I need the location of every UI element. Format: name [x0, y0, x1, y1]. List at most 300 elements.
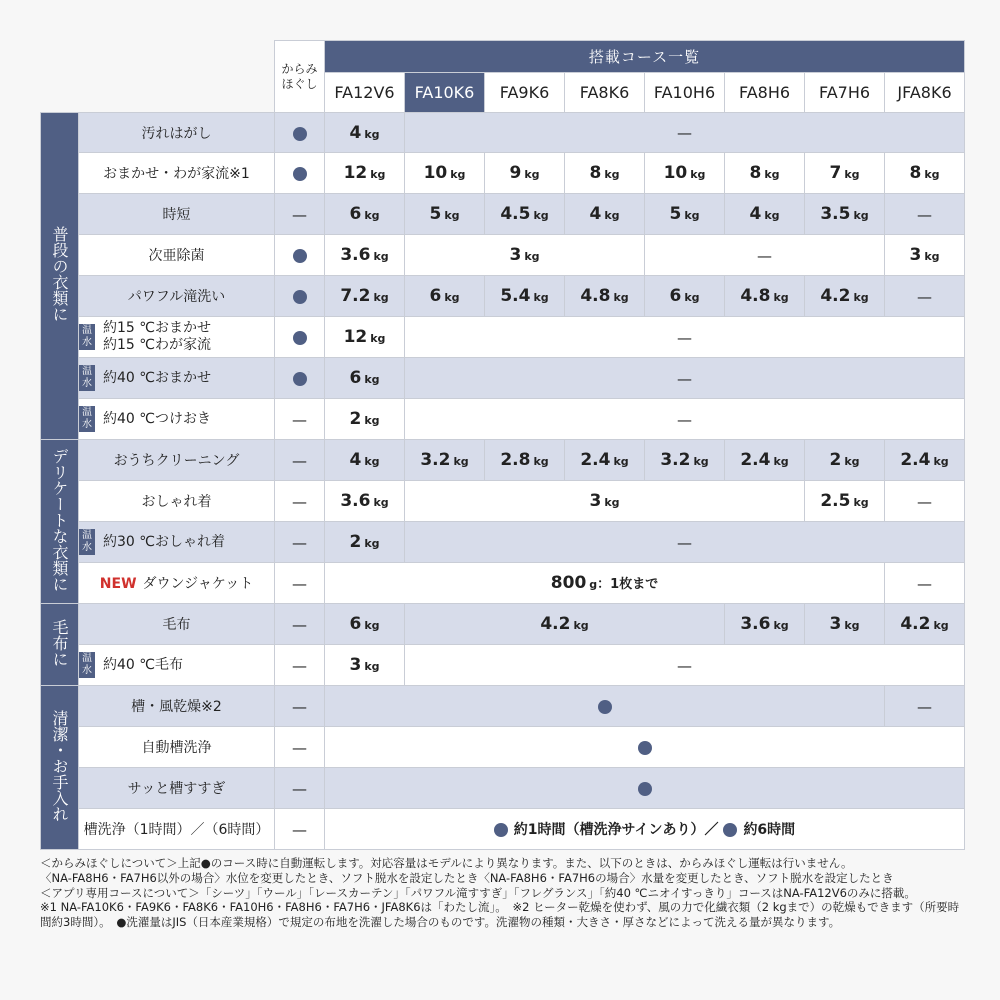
capacity-number: 4.2 [820, 286, 851, 306]
capacity-cell [405, 153, 485, 194]
warm-badge-line1: 温 [82, 325, 92, 336]
capacity-unit: kg [853, 496, 869, 509]
capacity-value [829, 450, 859, 470]
capacity-value [660, 450, 708, 470]
warm-badge-line1: 温 [82, 530, 92, 541]
capacity-cell [485, 440, 565, 481]
capacity-unit: kg [364, 537, 380, 550]
capacity-number: 6 [349, 204, 362, 224]
capacity-unit: kg [773, 291, 789, 304]
capacity-unit: kg [373, 250, 389, 263]
table-row [41, 113, 965, 153]
capacity-unit: kg [533, 291, 549, 304]
table-row [41, 276, 965, 317]
capacity-cell [325, 481, 405, 522]
capacity-value [589, 163, 619, 183]
capacity-number: 2.4 [900, 450, 931, 470]
capacity-number: 3.2 [660, 450, 691, 470]
capacity-value [344, 163, 386, 183]
capacity-number: 2 [349, 409, 362, 429]
course-name [79, 686, 275, 727]
capacity-value [349, 655, 379, 675]
capacity-cell [325, 194, 405, 235]
capacity-unit: kg [364, 373, 380, 386]
capacity-value [349, 204, 379, 224]
karami-cell [275, 317, 325, 358]
category-everyday [41, 113, 79, 440]
capacity-value [349, 368, 379, 388]
warm-water-badge [79, 324, 95, 350]
capacity-value [509, 245, 539, 265]
course-name [79, 194, 275, 235]
capacity-unit: kg [373, 291, 389, 304]
capacity-unit: kg [364, 127, 380, 141]
capacity-cell [645, 194, 725, 235]
capacity-value [829, 163, 859, 183]
dot-icon [494, 823, 508, 837]
karami-header-line2: ほぐし [281, 76, 318, 91]
capacity-cell [405, 358, 965, 399]
course-name [79, 768, 275, 809]
capacity-cell [725, 194, 805, 235]
courses-title: 搭載コース一覧 [325, 41, 965, 73]
dash-mark: — [292, 574, 307, 593]
capacity-cell [885, 563, 965, 604]
course-name-text: 約15 ℃おまかせ [103, 320, 211, 336]
dot-icon [638, 782, 652, 796]
table-row [41, 522, 965, 563]
warm-water-badge [79, 406, 95, 432]
warm-badge-line1: 温 [82, 366, 92, 377]
new-badge: NEW [99, 576, 137, 592]
capacity-value [420, 450, 468, 470]
capacity-value [749, 204, 779, 224]
capacity-number: 12 [343, 163, 368, 183]
capacity-value [540, 614, 588, 634]
capacity-value [349, 450, 379, 470]
capacity-unit: kg [933, 455, 949, 468]
capacity-number: 2.4 [580, 450, 611, 470]
capacity-number: 2 [829, 450, 842, 470]
table-row [41, 235, 965, 276]
capacity-unit: kg [933, 619, 949, 632]
dot-icon [293, 249, 307, 263]
capacity-cell [405, 194, 485, 235]
karami-cell [275, 399, 325, 440]
capacity-unit: kg [604, 168, 620, 181]
capacity-cell [645, 440, 725, 481]
capacity-unit: kg [773, 619, 789, 632]
capacity-cell [885, 604, 965, 645]
capacity-unit: kg [604, 496, 620, 509]
karami-cell [275, 235, 325, 276]
capacity-unit: kg [844, 619, 860, 632]
tank-clean-times [494, 822, 795, 838]
capacity-cell [885, 686, 965, 727]
capacity-number: 6 [349, 614, 362, 634]
dash-mark: — [917, 697, 932, 716]
warm-badge-line2: 水 [82, 337, 92, 348]
course-name-text: 汚れはがし [141, 125, 212, 142]
capacity-suffix: ：1枚まで [597, 577, 659, 592]
capacity-cell [325, 153, 405, 194]
capacity-unit: kg [524, 250, 540, 263]
karami-cell [275, 563, 325, 604]
karami-cell [275, 276, 325, 317]
capacity-unit: kg [444, 209, 460, 222]
capacity-value [749, 163, 779, 183]
capacity-unit: g [589, 578, 598, 591]
capacity-cell [405, 399, 965, 440]
capacity-cell [565, 440, 645, 481]
capacity-number: 3 [589, 491, 602, 511]
table-row [41, 563, 965, 604]
dash-mark: — [292, 615, 307, 634]
table-row [41, 604, 965, 645]
category-delicate [41, 440, 79, 604]
capacity-cell [645, 276, 725, 317]
capacity-number: 3 [829, 614, 842, 634]
capacity-cell [645, 235, 885, 276]
capacity-number: 8 [909, 163, 922, 183]
capacity-unit: kg [444, 291, 460, 304]
course-name-text: ダウンジャケット [142, 576, 254, 592]
course-name [79, 113, 275, 153]
category-blanket [41, 604, 79, 686]
capacity-cell [325, 645, 405, 686]
capacity-cell [325, 768, 965, 809]
dot-icon [293, 127, 307, 141]
capacity-cell [405, 235, 645, 276]
capacity-unit: kg [364, 414, 380, 427]
dash-mark: — [292, 205, 307, 224]
capacity-cell [725, 440, 805, 481]
capacity-value [820, 286, 868, 306]
dash-mark: — [292, 779, 307, 798]
karami-cell [275, 481, 325, 522]
capacity-number: 12 [343, 327, 368, 347]
capacity-value [500, 450, 548, 470]
course-name [79, 727, 275, 768]
category-label: 清潔・お手入れ [50, 709, 69, 822]
capacity-number: 2.8 [500, 450, 531, 470]
capacity-value [340, 245, 388, 265]
course-name-text: パワフル滝洗い [127, 289, 226, 305]
course-name [79, 645, 275, 686]
model-header: FA8K6 [565, 73, 645, 113]
dash-mark: — [292, 738, 307, 757]
capacity-cell [805, 194, 885, 235]
capacity-number: 4 [749, 204, 762, 224]
capacity-unit: kg [533, 209, 549, 222]
warm-badge-line1: 温 [82, 653, 92, 664]
capacity-cell [325, 604, 405, 645]
category-clean [41, 686, 79, 850]
capacity-number: 8 [749, 163, 762, 183]
capacity-unit: kg [764, 209, 780, 222]
note-karami: ＜からみほぐしについて＞上記●のコース時に自動運転します。対応容量はモデルにより異なります。また、以下のときは、からみほぐし運転は行いません。 [40, 856, 853, 870]
table-row [41, 727, 965, 768]
table-row [41, 399, 965, 440]
table-row [41, 194, 965, 235]
dash-mark: — [677, 410, 692, 429]
course-name [79, 481, 275, 522]
table-row [41, 809, 965, 850]
capacity-unit: kg [924, 250, 940, 263]
capacity-number: 3.6 [340, 245, 371, 265]
warm-badge-line2: 水 [82, 665, 92, 676]
course-name [79, 563, 275, 604]
capacity-number: 2 [349, 532, 362, 552]
dash-mark: — [292, 492, 307, 511]
capacity-number: 4.5 [500, 204, 531, 224]
course-name-text: 次亜除菌 [148, 248, 205, 264]
capacity-cell [485, 194, 565, 235]
capacity-cell [325, 276, 405, 317]
capacity-value [829, 614, 859, 634]
capacity-unit: kg [604, 209, 620, 222]
category-label: 毛布に [50, 618, 69, 667]
capacity-cell [325, 358, 405, 399]
capacity-value [349, 409, 379, 429]
capacity-unit: kg [533, 455, 549, 468]
capacity-cell [725, 604, 805, 645]
course-name-text: サッと槽すすぎ [127, 781, 226, 797]
dot-icon [723, 823, 737, 837]
model-header: JFA8K6 [885, 73, 965, 113]
capacity-unit: kg [364, 209, 380, 222]
capacity-unit: kg [573, 619, 589, 632]
karami-cell [275, 440, 325, 481]
capacity-number: 3.2 [420, 450, 451, 470]
capacity-cell [805, 440, 885, 481]
warm-badge-line1: 温 [82, 407, 92, 418]
capacity-unit: kg [853, 291, 869, 304]
dash-mark: — [757, 246, 772, 265]
dash-mark: — [917, 287, 932, 306]
course-name [79, 399, 275, 440]
capacity-value [349, 123, 379, 143]
capacity-cell [325, 809, 965, 850]
dash-mark: — [677, 369, 692, 388]
table-row [41, 768, 965, 809]
course-name [79, 604, 275, 645]
karami-cell [275, 194, 325, 235]
course-name-text: 自動槽洗浄 [141, 740, 212, 756]
capacity-number: 8 [589, 163, 602, 183]
course-name [79, 317, 275, 358]
capacity-number: 3 [509, 245, 522, 265]
dash-mark: — [292, 656, 307, 675]
dash-mark: — [917, 492, 932, 511]
capacity-number: 5 [429, 204, 442, 224]
capacity-number: 9 [509, 163, 522, 183]
capacity-unit: kg [773, 455, 789, 468]
course-name-text: 約40 ℃おまかせ [103, 369, 211, 386]
warm-water-badge [79, 365, 95, 391]
karami-cell [275, 727, 325, 768]
capacity-value [740, 614, 788, 634]
capacity-unit: kg [684, 209, 700, 222]
capacity-cell [885, 153, 965, 194]
capacity-value [349, 614, 379, 634]
dot-icon [293, 372, 307, 386]
capacity-number: 4.8 [740, 286, 771, 306]
capacity-number: 5 [669, 204, 682, 224]
capacity-unit: kg [693, 455, 709, 468]
capacity-cell [885, 235, 965, 276]
dash-mark: — [292, 820, 307, 839]
capacity-unit: kg [764, 168, 780, 181]
capacity-value [589, 491, 619, 511]
course-name-text: 毛布 [162, 617, 191, 633]
capacity-cell [885, 276, 965, 317]
capacity-value [340, 286, 388, 306]
warm-badge-line2: 水 [82, 419, 92, 430]
capacity-value [740, 286, 788, 306]
dot-icon [598, 700, 612, 714]
capacity-value [580, 450, 628, 470]
course-name-text: 約40 ℃つけおき [103, 410, 211, 427]
capacity-unit: kg [844, 168, 860, 181]
warm-badge-line2: 水 [82, 378, 92, 389]
capacity-cell [805, 481, 885, 522]
dot-icon [293, 290, 307, 304]
course-name-text: 槽・風乾燥※2 [131, 699, 222, 715]
capacity-cell [325, 399, 405, 440]
capacity-cell [325, 440, 405, 481]
capacity-number: 4.2 [900, 614, 931, 634]
table-corner [41, 41, 275, 113]
dash-mark: — [292, 533, 307, 552]
table-row [41, 358, 965, 399]
capacity-cell [325, 727, 965, 768]
capacity-cell [645, 153, 725, 194]
capacity-number: 3 [909, 245, 922, 265]
dash-mark: — [292, 410, 307, 429]
karami-cell [275, 604, 325, 645]
karami-cell [275, 645, 325, 686]
capacity-number: 2.4 [740, 450, 771, 470]
dash-mark: — [292, 451, 307, 470]
capacity-value [344, 327, 386, 347]
capacity-cell [405, 440, 485, 481]
capacity-cell [805, 153, 885, 194]
capacity-number: 10 [423, 163, 448, 183]
capacity-cell [725, 276, 805, 317]
capacity-value [580, 286, 628, 306]
capacity-cell [485, 276, 565, 317]
capacity-cell [325, 686, 885, 727]
capacity-unit: kg [453, 455, 469, 468]
capacity-value [909, 245, 939, 265]
capacity-cell [405, 522, 965, 563]
dash-mark: — [677, 124, 692, 142]
model-header: FA12V6 [325, 73, 405, 113]
capacity-value [900, 450, 948, 470]
capacity-cell [325, 317, 405, 358]
capacity-unit: kg [373, 496, 389, 509]
tank-clean-text: 約1時間（槽洗浄サインあり）／ 約6時間 [513, 822, 796, 838]
karami-cell [275, 768, 325, 809]
capacity-number: 6 [669, 286, 682, 306]
capacity-value [429, 204, 459, 224]
capacity-number: 4 [349, 450, 362, 470]
course-name-text: おうちクリーニング [113, 453, 240, 469]
capacity-value [909, 163, 939, 183]
capacity-unit: kg [370, 168, 386, 181]
capacity-value [500, 204, 548, 224]
model-header: FA9K6 [485, 73, 565, 113]
capacity-unit: kg [364, 619, 380, 632]
course-name [79, 440, 275, 481]
capacity-unit: kg [370, 332, 386, 345]
table-row [41, 153, 965, 194]
course-name-text: 約40 ℃毛布 [103, 656, 183, 673]
dash-mark: — [677, 533, 692, 552]
course-name [79, 358, 275, 399]
capacity-number: 10 [663, 163, 688, 183]
capacity-value [820, 204, 868, 224]
course-name-text: 槽洗浄（1時間）／（6時間） [83, 822, 270, 838]
capacity-value [740, 450, 788, 470]
capacity-cell [565, 276, 645, 317]
capacity-cell [885, 194, 965, 235]
capacity-number: 3.5 [820, 204, 851, 224]
warm-badge-line2: 水 [82, 542, 92, 553]
capacity-number: 5.4 [500, 286, 531, 306]
capacity-unit: kg [690, 168, 706, 181]
capacity-unit: kg [844, 455, 860, 468]
capacity-cell [405, 113, 965, 153]
course-name-text: おしゃれ着 [141, 494, 212, 510]
course-name [79, 235, 275, 276]
note-footnotes: ※1 NA-FA10K6・FA9K6・FA8K6・FA10H6・FA8H6・FA7H6・JFA8K6は「わたし流」。 ※2 ヒーター乾燥を使わず、風の力で化繊衣類（2 kgまで）の乾燥もできます（所要時間約3時間）。 ●洗濯量はJIS（日本産業規格）で規定の布地を洗濯した場合のものです。洗濯物の種類・大きさ・厚さなどによって洗える量が異なります。 [40, 900, 960, 930]
capacity-value [900, 614, 948, 634]
dash-mark: — [677, 656, 692, 675]
capacity-cell [325, 113, 405, 153]
table-row [41, 686, 965, 727]
karami-cell [275, 522, 325, 563]
capacity-number: 7 [829, 163, 842, 183]
category-label: 普段の衣類に [50, 226, 69, 322]
course-table [40, 40, 965, 850]
capacity-value [349, 532, 379, 552]
course-name [79, 276, 275, 317]
capacity-unit: kg [853, 209, 869, 222]
capacity-number: 3.6 [740, 614, 771, 634]
capacity-unit: kg [364, 455, 380, 468]
capacity-number: 3 [349, 655, 362, 675]
capacity-value [551, 573, 658, 593]
capacity-unit: kg [613, 455, 629, 468]
dot-icon [293, 167, 307, 181]
capacity-value [340, 491, 388, 511]
course-name-text-2: 約15 ℃わが家流 [103, 337, 211, 353]
karami-header-line1: からみ [281, 61, 318, 76]
course-name-text: 時短 [162, 207, 191, 223]
capacity-cell [325, 235, 405, 276]
course-name [79, 153, 275, 194]
course-name [79, 522, 275, 563]
capacity-cell [885, 440, 965, 481]
capacity-cell [405, 276, 485, 317]
warm-water-badge [79, 529, 95, 555]
karami-cell [275, 153, 325, 194]
capacity-cell [805, 276, 885, 317]
capacity-cell [805, 604, 885, 645]
capacity-cell [325, 563, 885, 604]
